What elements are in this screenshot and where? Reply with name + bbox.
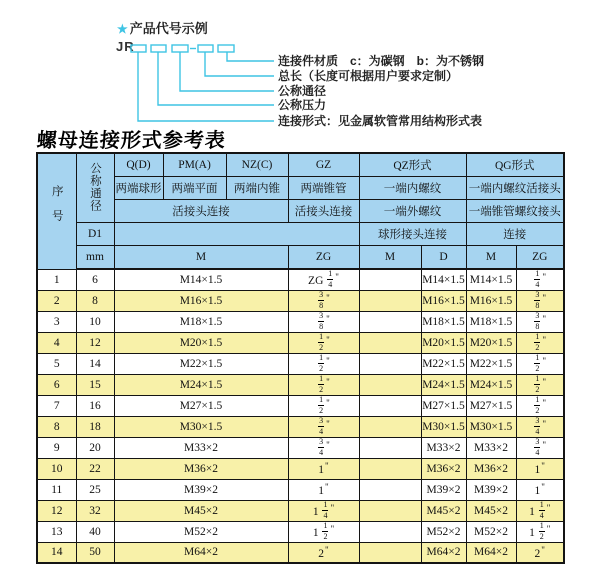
table-row: [37, 500, 564, 521]
cell-qg-m: M18×1.5: [466, 311, 516, 332]
product-code-prefix: JR: [116, 39, 135, 54]
conn-qg: 连接: [466, 223, 564, 246]
callout-label-pressure: 公称压力: [278, 98, 327, 112]
table-row: [37, 416, 564, 437]
cell-mm: 22: [76, 458, 114, 479]
cell-qg-zg: 2": [516, 542, 564, 563]
cell-qz-m: [359, 500, 421, 521]
cell-qz-d: M39×2: [421, 479, 466, 500]
cell-qg-zg: $\frac{1}{2}$ ": [516, 332, 564, 353]
desc-qz-2: 一端外螺纹: [359, 200, 466, 223]
col-header-nzc: NZ(C): [226, 153, 288, 177]
cell-qg-m: M27×1.5: [466, 395, 516, 416]
cell-qz-m: [359, 353, 421, 374]
cell-mm: 40: [76, 521, 114, 542]
star-icon: ★: [117, 22, 128, 36]
cell-zg: $\frac{1}{2}$ ": [288, 374, 359, 395]
table-row: [37, 290, 564, 311]
cell-qg-zg: $\frac{3}{4}$ ": [516, 416, 564, 437]
cell-no: 1: [37, 269, 76, 290]
cell-qz-m: [359, 437, 421, 458]
cell-qg-m: M33×2: [466, 437, 516, 458]
cell-qz-d: M36×2: [421, 458, 466, 479]
cell-m: M18×1.5: [114, 311, 288, 332]
cell-m: M16×1.5: [114, 290, 288, 311]
cell-qg-m: M20×1.5: [466, 332, 516, 353]
cell-mm: 18: [76, 416, 114, 437]
code-box-4: [198, 45, 213, 52]
cell-zg: 1": [288, 479, 359, 500]
cell-qg-m: M36×2: [466, 458, 516, 479]
code-box-5: [218, 45, 234, 52]
unit-zg: ZG: [288, 246, 359, 270]
cell-qz-d: M45×2: [421, 500, 466, 521]
cell-qz-m: [359, 332, 421, 353]
desc-qg-2: 一端锥管螺纹接头: [466, 200, 564, 223]
cell-m: M33×2: [114, 437, 288, 458]
cell-qz-m: [359, 458, 421, 479]
cell-qg-zg: 1 $\frac{1}{4}$ ": [516, 500, 564, 521]
cell-qg-zg: 1": [516, 479, 564, 500]
cell-qz-d: M16×1.5: [421, 290, 466, 311]
unit-qg-m: M: [466, 246, 516, 270]
callout-label-length: 总长（长度可根据用户要求定制）: [278, 69, 459, 83]
cell-qz-d: M33×2: [421, 437, 466, 458]
cell-zg: $\frac{1}{2}$ ": [288, 353, 359, 374]
cell-qz-m: [359, 542, 421, 563]
cell-mm: 16: [76, 395, 114, 416]
col-header-qg: QG形式: [466, 153, 564, 177]
cell-m: M14×1.5: [114, 269, 288, 290]
empty-cell: [114, 223, 359, 246]
table-title: 螺母连接形式参考表: [36, 130, 227, 152]
cell-qg-zg: 1 $\frac{1}{2}$ ": [516, 521, 564, 542]
cell-qg-m: M14×1.5: [466, 269, 516, 290]
desc-gz: 两端锥管: [288, 177, 359, 200]
cell-mm: 8: [76, 290, 114, 311]
col-header-qz: QZ形式: [359, 153, 466, 177]
cell-mm: 50: [76, 542, 114, 563]
cell-zg: 1": [288, 458, 359, 479]
cell-qg-zg: $\frac{1}{2}$ ": [516, 353, 564, 374]
cell-no: 12: [37, 500, 76, 521]
conn-union: 活接头连接: [114, 200, 288, 223]
unit-m: M: [114, 246, 288, 270]
cell-qz-d: M22×1.5: [421, 353, 466, 374]
cell-no: 7: [37, 395, 76, 416]
cell-qg-m: M45×2: [466, 500, 516, 521]
cell-qz-m: [359, 479, 421, 500]
unit-qg-zg: ZG: [516, 246, 564, 270]
table-row: [37, 332, 564, 353]
conn-qz: 球形接头连接: [359, 223, 466, 246]
col-header-gz: GZ: [288, 153, 359, 177]
nut-connection-table: [36, 152, 565, 564]
code-box-3: [172, 45, 188, 52]
cell-qg-zg: $\frac{3}{8}$ ": [516, 290, 564, 311]
cell-qz-d: M52×2: [421, 521, 466, 542]
col-header-serial: 序号: [37, 153, 76, 269]
cell-no: 5: [37, 353, 76, 374]
desc-qz-1: 一端内螺纹: [359, 177, 466, 200]
cell-zg: 1 $\frac{1}{2}$ ": [288, 521, 359, 542]
conn-gz: 活接头连接: [288, 200, 359, 223]
cell-zg: $\frac{1}{2}$ ": [288, 395, 359, 416]
cell-no: 2: [37, 290, 76, 311]
cell-qg-m: M24×1.5: [466, 374, 516, 395]
cell-qz-m: [359, 290, 421, 311]
cell-m: M22×1.5: [114, 353, 288, 374]
unit-qz-m: M: [359, 246, 421, 270]
cell-qz-m: [359, 395, 421, 416]
table-row: [37, 458, 564, 479]
cell-zg: 1 $\frac{1}{4}$ ": [288, 500, 359, 521]
cell-m: M45×2: [114, 500, 288, 521]
table-body: [37, 269, 564, 563]
col-header-diameter: 公称通径: [76, 153, 114, 223]
cell-zg: ZG $\frac{1}{4}$ ": [288, 269, 359, 290]
code-box-2: [151, 45, 166, 52]
cell-zg: 2": [288, 542, 359, 563]
cell-mm: 25: [76, 479, 114, 500]
cell-qg-zg: $\frac{1}{2}$ ": [516, 395, 564, 416]
table-row: [37, 521, 564, 542]
cell-qz-d: M24×1.5: [421, 374, 466, 395]
cell-m: M27×1.5: [114, 395, 288, 416]
unit-qz-d: D: [421, 246, 466, 270]
cell-no: 9: [37, 437, 76, 458]
table-row: [37, 479, 564, 500]
cell-no: 13: [37, 521, 76, 542]
table-row: [37, 311, 564, 332]
col-header-pma: PM(A): [163, 153, 226, 177]
cell-qg-m: M22×1.5: [466, 353, 516, 374]
cell-zg: $\frac{1}{2}$ ": [288, 332, 359, 353]
cell-m: M64×2: [114, 542, 288, 563]
cell-qz-m: [359, 521, 421, 542]
callout-label-diameter: 公称通径: [278, 84, 327, 98]
table-row: [37, 395, 564, 416]
cell-m: M20×1.5: [114, 332, 288, 353]
cell-zg: $\frac{3}{4}$ ": [288, 437, 359, 458]
callout-label-conn-type: 连接形式：见金属软管常用结构形式表: [278, 114, 483, 128]
desc-nzc: 两端内锥: [226, 177, 288, 200]
cell-no: 10: [37, 458, 76, 479]
cell-m: M36×2: [114, 458, 288, 479]
callout-label-material: 连接件材质 c：为碳钢 b：为不锈钢: [278, 54, 485, 68]
cell-m: M24×1.5: [114, 374, 288, 395]
label-d1: D1: [76, 223, 114, 246]
cell-qg-zg: 1": [516, 458, 564, 479]
cell-qg-zg: $\frac{1}{4}$ ": [516, 269, 564, 290]
cell-no: 8: [37, 416, 76, 437]
cell-qz-d: M18×1.5: [421, 311, 466, 332]
desc-qd: 两端球形: [114, 177, 163, 200]
cell-m: M39×2: [114, 479, 288, 500]
table-row: [37, 437, 564, 458]
cell-mm: 12: [76, 332, 114, 353]
cell-qg-m: M64×2: [466, 542, 516, 563]
cell-no: 4: [37, 332, 76, 353]
cell-qg-zg: $\frac{3}{4}$ ": [516, 437, 564, 458]
cell-mm: 14: [76, 353, 114, 374]
cell-mm: 20: [76, 437, 114, 458]
cell-qz-d: M20×1.5: [421, 332, 466, 353]
cell-mm: 6: [76, 269, 114, 290]
cell-no: 14: [37, 542, 76, 563]
cell-qg-zg: $\frac{1}{2}$ ": [516, 374, 564, 395]
cell-zg: $\frac{3}{8}$ ": [288, 290, 359, 311]
table-row: [37, 542, 564, 563]
cell-no: 3: [37, 311, 76, 332]
cell-qz-d: M64×2: [421, 542, 466, 563]
cell-mm: 32: [76, 500, 114, 521]
cell-qg-m: M39×2: [466, 479, 516, 500]
cell-qg-m: M52×2: [466, 521, 516, 542]
table-row: [37, 353, 564, 374]
cell-m: M52×2: [114, 521, 288, 542]
cell-zg: $\frac{3}{4}$ ": [288, 416, 359, 437]
cell-qg-zg: $\frac{3}{8}$ ": [516, 311, 564, 332]
cell-mm: 10: [76, 311, 114, 332]
cell-qz-m: [359, 311, 421, 332]
cell-qg-m: M30×1.5: [466, 416, 516, 437]
cell-no: 6: [37, 374, 76, 395]
cell-mm: 15: [76, 374, 114, 395]
cell-qz-d: M14×1.5: [421, 269, 466, 290]
cell-zg: $\frac{3}{8}$ ": [288, 311, 359, 332]
cell-qz-m: [359, 374, 421, 395]
unit-mm: mm: [76, 246, 114, 270]
cell-qg-m: M16×1.5: [466, 290, 516, 311]
col-header-qd: Q(D): [114, 153, 163, 177]
code-box-1: [131, 45, 146, 52]
desc-pma: 两端平面: [163, 177, 226, 200]
diagram-title-text: 产品代号示例: [129, 21, 208, 36]
cell-qz-m: [359, 269, 421, 290]
cell-no: 11: [37, 479, 76, 500]
cell-qz-d: M27×1.5: [421, 395, 466, 416]
cell-qz-d: M30×1.5: [421, 416, 466, 437]
cell-qz-m: [359, 416, 421, 437]
table-row: [37, 269, 564, 290]
table-row: [37, 374, 564, 395]
cell-m: M30×1.5: [114, 416, 288, 437]
desc-qg-1: 一端内螺纹活接头: [466, 177, 564, 200]
